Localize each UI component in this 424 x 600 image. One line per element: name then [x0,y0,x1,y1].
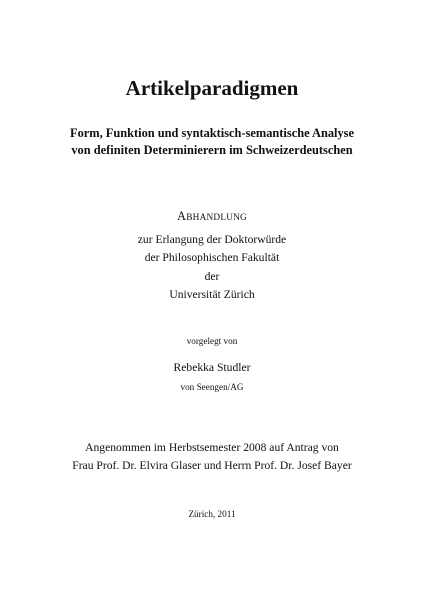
author-name: Rebekka Studler [173,361,251,374]
document-title: Artikelparadigmen [125,76,299,100]
purpose-line-3: der [204,270,220,283]
thesis-type [0,210,424,223]
accepted-line-2: Frau Prof. Dr. Elvira Glaser und Herrn Prof. Dr. Josef Bayer [72,459,352,472]
purpose-line-1: zur Erlangung der Doktorwürde [137,233,287,246]
subtitle-line-1: Form, Funktion und syntaktisch-semantische Analyse [70,126,354,140]
purpose-line-2: der Philosophischen Fakultät [144,251,280,264]
accepted-line-1: Angenommen im Herbstsemester 2008 auf Antrag von [85,441,339,454]
author-origin: von Seengen/AG [180,382,244,392]
subtitle-line-2: von definiten Determinierern im Schweizerdeutschen [71,143,353,157]
thesis-type-rest: BHANDLUNG [186,213,247,223]
place-date: Zürich, 2011 [188,509,236,519]
thesis-type-initial: A [177,209,187,223]
submitted-by-label: vorgelegt von [186,336,238,346]
university-name: Universität Zürich [169,288,255,301]
